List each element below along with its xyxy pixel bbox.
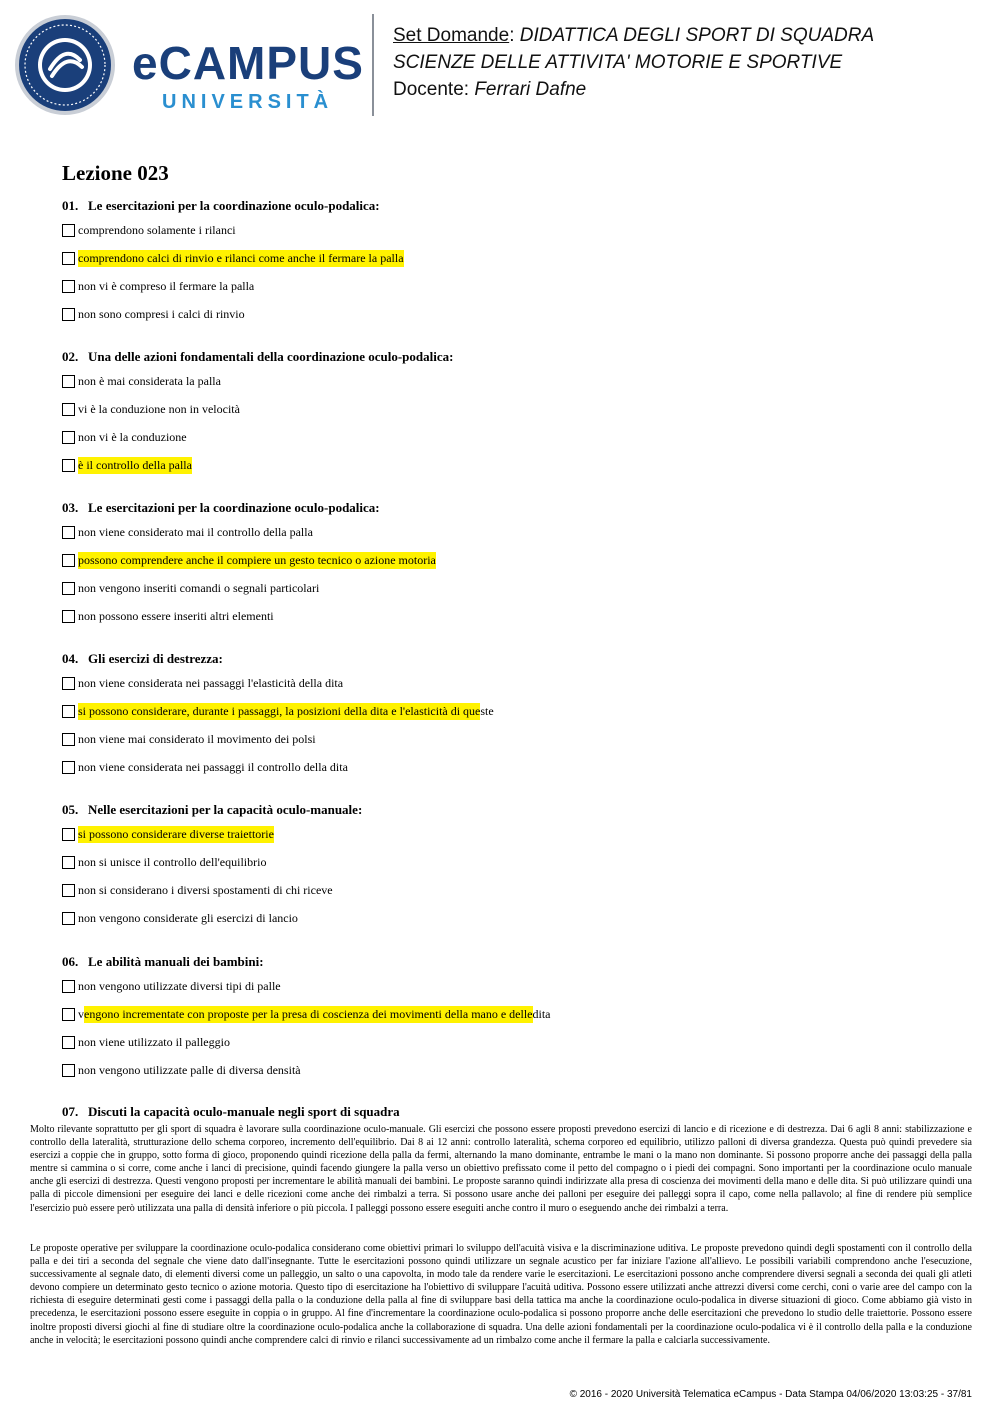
course-title: DIDATTICA DEGLI SPORT DI SQUADRA <box>519 25 875 46</box>
header-line-set <box>393 22 874 49</box>
answer-option[interactable] <box>62 825 274 843</box>
answer-option[interactable] <box>62 249 404 267</box>
teacher-label: Docente: <box>393 79 475 100</box>
question-4 <box>62 651 223 667</box>
answer-text: non vengono inseriti comandi o segnali particolari <box>78 580 320 595</box>
answer-option[interactable] <box>62 456 192 474</box>
answer-option[interactable] <box>62 372 221 390</box>
answer-text: non vi è compreso il fermare la palla <box>78 278 255 293</box>
question-text: Nelle esercitazioni per la capacità oculo-manuale: <box>88 802 363 817</box>
answer-text: non vi è la conduzione <box>78 429 187 444</box>
answer-checkbox[interactable] <box>62 375 75 388</box>
answer-option[interactable] <box>62 428 187 446</box>
ecampus-logo <box>14 14 364 116</box>
answer-option[interactable] <box>62 400 240 418</box>
question-text: Gli esercizi di destrezza: <box>88 651 223 666</box>
brand-prefix: e <box>132 37 159 89</box>
question-number: 02. <box>62 349 79 364</box>
answer-option[interactable] <box>62 674 343 692</box>
question-text: Le abilità manuali dei bambini: <box>88 954 264 969</box>
degree-title: SCIENZE DELLE ATTIVITA' MOTORIE E SPORTIVE <box>393 52 843 73</box>
highlighted-answer-text: possono comprendere anche il compiere un gesto tecnico o azione motoria <box>78 552 436 567</box>
answer-text: comprendono solamente i rilanci <box>78 222 236 237</box>
page-footer: © 2016 - 2020 Università Telematica eCampus - Data Stampa 04/06/2020 13:03:25 - 37/81 <box>569 1389 972 1400</box>
answer-text: ste <box>480 703 494 718</box>
answer-checkbox[interactable] <box>62 582 75 595</box>
answer-text: non viene considerato mai il controllo della palla <box>78 524 313 539</box>
answer-checkbox[interactable] <box>62 733 75 746</box>
question-text: Le esercitazioni per la coordinazione oculo-podalica: <box>88 500 380 515</box>
answer-option[interactable] <box>62 881 333 899</box>
answer-checkbox[interactable] <box>62 280 75 293</box>
answer-option[interactable] <box>62 579 319 597</box>
question-number: 05. <box>62 802 79 817</box>
answer-option[interactable] <box>62 853 266 871</box>
answer-text: non vengono utilizzate diversi tipi di palle <box>78 978 281 993</box>
answer-checkbox[interactable] <box>62 224 75 237</box>
brand-main: CAMPUS <box>158 37 364 89</box>
answer-option[interactable] <box>62 1005 551 1023</box>
header-line-degree <box>393 49 874 76</box>
question-text: Una delle azioni fondamentali della coordinazione oculo-podalica: <box>88 349 454 364</box>
answer-option[interactable] <box>62 221 236 239</box>
brand-wordmark <box>132 37 364 89</box>
question-text: Discuti la capacità oculo-manuale negli sport di squadra <box>88 1104 400 1119</box>
answer-text: non viene considerata nei passaggi l'elasticità della dita <box>78 675 344 690</box>
question-6 <box>62 954 264 970</box>
answer-checkbox[interactable] <box>62 252 75 265</box>
header-divider <box>372 14 374 116</box>
university-seal-icon <box>14 14 116 116</box>
answer-checkbox[interactable] <box>62 610 75 623</box>
answer-text: non è mai considerata la palla <box>78 373 221 388</box>
answer-option[interactable] <box>62 607 274 625</box>
answer-text: non vengono considerate gli esercizi di lancio <box>78 910 298 925</box>
header-line-teacher <box>393 76 874 103</box>
answer-option[interactable] <box>62 730 316 748</box>
answer-option[interactable] <box>62 1061 301 1079</box>
answer-checkbox[interactable] <box>62 828 75 841</box>
answer-checkbox[interactable] <box>62 761 75 774</box>
answer-text: non vengono utilizzate palle di diversa densità <box>78 1062 301 1077</box>
question-number: 04. <box>62 651 79 666</box>
answer-checkbox[interactable] <box>62 677 75 690</box>
answer-text: non viene utilizzato il palleggio <box>78 1034 230 1049</box>
answer-option[interactable] <box>62 702 494 720</box>
answer-option[interactable] <box>62 305 245 323</box>
answer-text: non si considerano i diversi spostamenti di chi riceve <box>78 882 333 897</box>
answer-checkbox[interactable] <box>62 308 75 321</box>
answer-checkbox[interactable] <box>62 980 75 993</box>
answer-checkbox[interactable] <box>62 705 75 718</box>
answer-text: non viene mai considerato il movimento dei polsi <box>78 731 316 746</box>
question-5 <box>62 802 362 818</box>
answer-checkbox[interactable] <box>62 856 75 869</box>
highlighted-answer-text: si possono considerare diverse traiettorie <box>78 826 274 841</box>
answer-option[interactable] <box>62 758 348 776</box>
answer-checkbox[interactable] <box>62 1064 75 1077</box>
highlighted-answer-text: engono incrementate con proposte per la presa di coscienza dei movimenti della mano e delle <box>84 1006 533 1021</box>
answer-option[interactable] <box>62 523 313 541</box>
answer-text: dita <box>532 1006 551 1021</box>
answer-option[interactable] <box>62 277 254 295</box>
answer-checkbox[interactable] <box>62 1008 75 1021</box>
teacher-name: Ferrari Dafne <box>474 79 587 100</box>
question-2 <box>62 349 453 365</box>
lesson-title: Lezione 023 <box>62 161 169 185</box>
answer-checkbox[interactable] <box>62 526 75 539</box>
answer-text: non si unisce il controllo dell'equilibrio <box>78 854 267 869</box>
question-number: 01. <box>62 198 79 213</box>
question-number: 03. <box>62 500 79 515</box>
answer-option[interactable] <box>62 977 281 995</box>
question-3 <box>62 500 380 516</box>
answer-checkbox[interactable] <box>62 403 75 416</box>
answer-option[interactable] <box>62 909 298 927</box>
question-1 <box>62 198 380 214</box>
set-label: Set Domande <box>393 25 510 46</box>
answer-text: vi è la conduzione non in velocità <box>78 401 240 416</box>
answer-option[interactable] <box>62 551 436 569</box>
essay-paragraph-2: Le proposte operative per sviluppare la coordinazione oculo-podalica considerano come obiettivi primari lo sviluppo dell'acuità visiva e la discriminazione uditiva. Le proposte prevedono quindi degli spostamenti con il controllo della palla e dei tiri a seconda del segnale che viene dato dall'insegnante. Tutte le esercitazioni possono quindi utilizzare un segnale acustico per far iniziare l'azione all'allievo. Le possibili variabili comprendono anche l'esecuzione, successivamente al segnale dato, di elementi diversi come un palleggio, un salto o una capovolta, in modo tale da rendere varie le esercitazioni. Le esercitazioni possono anche comprendere diversi segnali a seconda dei quali gli atleti devono compiere un determinato gesto tecnico o azione motoria. Questo tipo di esercitazione ha l'obiettivo di sviluppare l'acuità uditiva. Possono essere utilizzati anche attrezzi diversi come cerchi, coni o varie aree del campo con la richiesta di eseguire determinati gesti come i passaggi della palla o la conduzione della palla al fine di sviluppare basi della tattica ma anche la coordinazione oculo-podalica in diverse situazioni di gioco. Come abbiamo già visto in precedenza, le esercitazioni possono essere eseguite in coppia o in gruppo. Al fine d'incrementare la coordinazione oculo-podalica si possono proporre anche delle esercitazioni che prevedono lo studio delle traiettorie. Possono essere inoltre proposti diversi giochi al fine di studiare oltre la coordinazione oculo-podalica anche la collaborazione di squadra. Una delle azioni fondamentali per la coordinazione oculo-podalica vi è il controllo della palla e la conduzione anche in velocità; le esercitazioni possono quindi anche comprendere calci di rinvio e rilanci successivamente ad un rimbalzo come anche il fermare la palla e calciarla successivamente. <box>30 1243 972 1346</box>
answer-text: non possono essere inseriti altri elementi <box>78 608 274 623</box>
question-text: Le esercitazioni per la coordinazione oculo-podalica: <box>88 198 380 213</box>
essay-paragraph-1: Molto rilevante soprattutto per gli sport di squadra è lavorare sulla coordinazione oculo-manuale. Gli esercizi che possono essere proposti prevedono esercizi di lancio e di ricezione e di destrezza. Dai 6 agli 8 anni: stabilizzazione e controllo della lateralità, strutturazione dello schema corporeo, incremento dell'equilibrio. Dai 8 ai 12 anni: controllo lateralità, schema corporeo ed equilibrio, utilizzo palloni di diversa grandezza. Questa può quindi prevedere sia esercizi a coppie che in gruppo, sotto forma di gioco, proponendo quindi ricezione della palla da fermi, alternando la mano dominante, entrambe le mani o la mano non dominante. Si possono proporre anche dei passaggi della palla mentre si cammina o si corre, come anche i lanci di precisione, quindi facendo giungere la palla verso un obiettivo prefissato come il petto del compagno o i piedi dei compagni. Sono importanti per la coordinazione oculo manuale anche gli esercizi di destrezza. Questi vengono proposti per incrementare le abilità manuali dei bambini. Le proposte saranno quindi indirizzate alla presa di coscienza dei movimenti della mano e delle dita. Si può utilizzare quindi una palla di piccole dimensioni per eseguire dei lanci e delle ricezioni come anche dei rimbalzi a terra. Si possono usare anche dei palloni per eseguire dei palleggi sopra il capo, come nella pallavolo; al fine di rendere più semplice l'esercizio può essere però utilizzata una palla di densità inferiore o più piccola. I palleggi possono essere eseguiti anche contro il muro o eseguendo anche dei rimbalzi a terra. <box>30 1124 972 1214</box>
essay-question <box>62 1104 400 1120</box>
highlighted-answer-text: comprendono calci di rinvio e rilanci come anche il fermare la palla <box>78 250 404 265</box>
answer-checkbox[interactable] <box>62 431 75 444</box>
header-info <box>393 22 874 103</box>
answer-checkbox[interactable] <box>62 554 75 567</box>
answer-checkbox[interactable] <box>62 884 75 897</box>
answer-checkbox[interactable] <box>62 912 75 925</box>
answer-text: non sono compresi i calci di rinvio <box>78 306 245 321</box>
question-number: 06. <box>62 954 79 969</box>
highlighted-answer-text: è il controllo della palla <box>78 457 192 472</box>
answer-checkbox[interactable] <box>62 1036 75 1049</box>
answer-text: non viene considerata nei passaggi il controllo della dita <box>78 759 348 774</box>
answer-checkbox[interactable] <box>62 459 75 472</box>
set-separator: : <box>509 25 520 46</box>
answer-option[interactable] <box>62 1033 230 1051</box>
question-number: 07. <box>62 1104 79 1119</box>
answer-text: v <box>78 1006 84 1021</box>
highlighted-answer-text: si possono considerare, durante i passaggi, la posizioni della dita e l'elasticità di que <box>78 703 481 718</box>
brand-subtitle: UNIVERSITÀ <box>162 91 334 113</box>
